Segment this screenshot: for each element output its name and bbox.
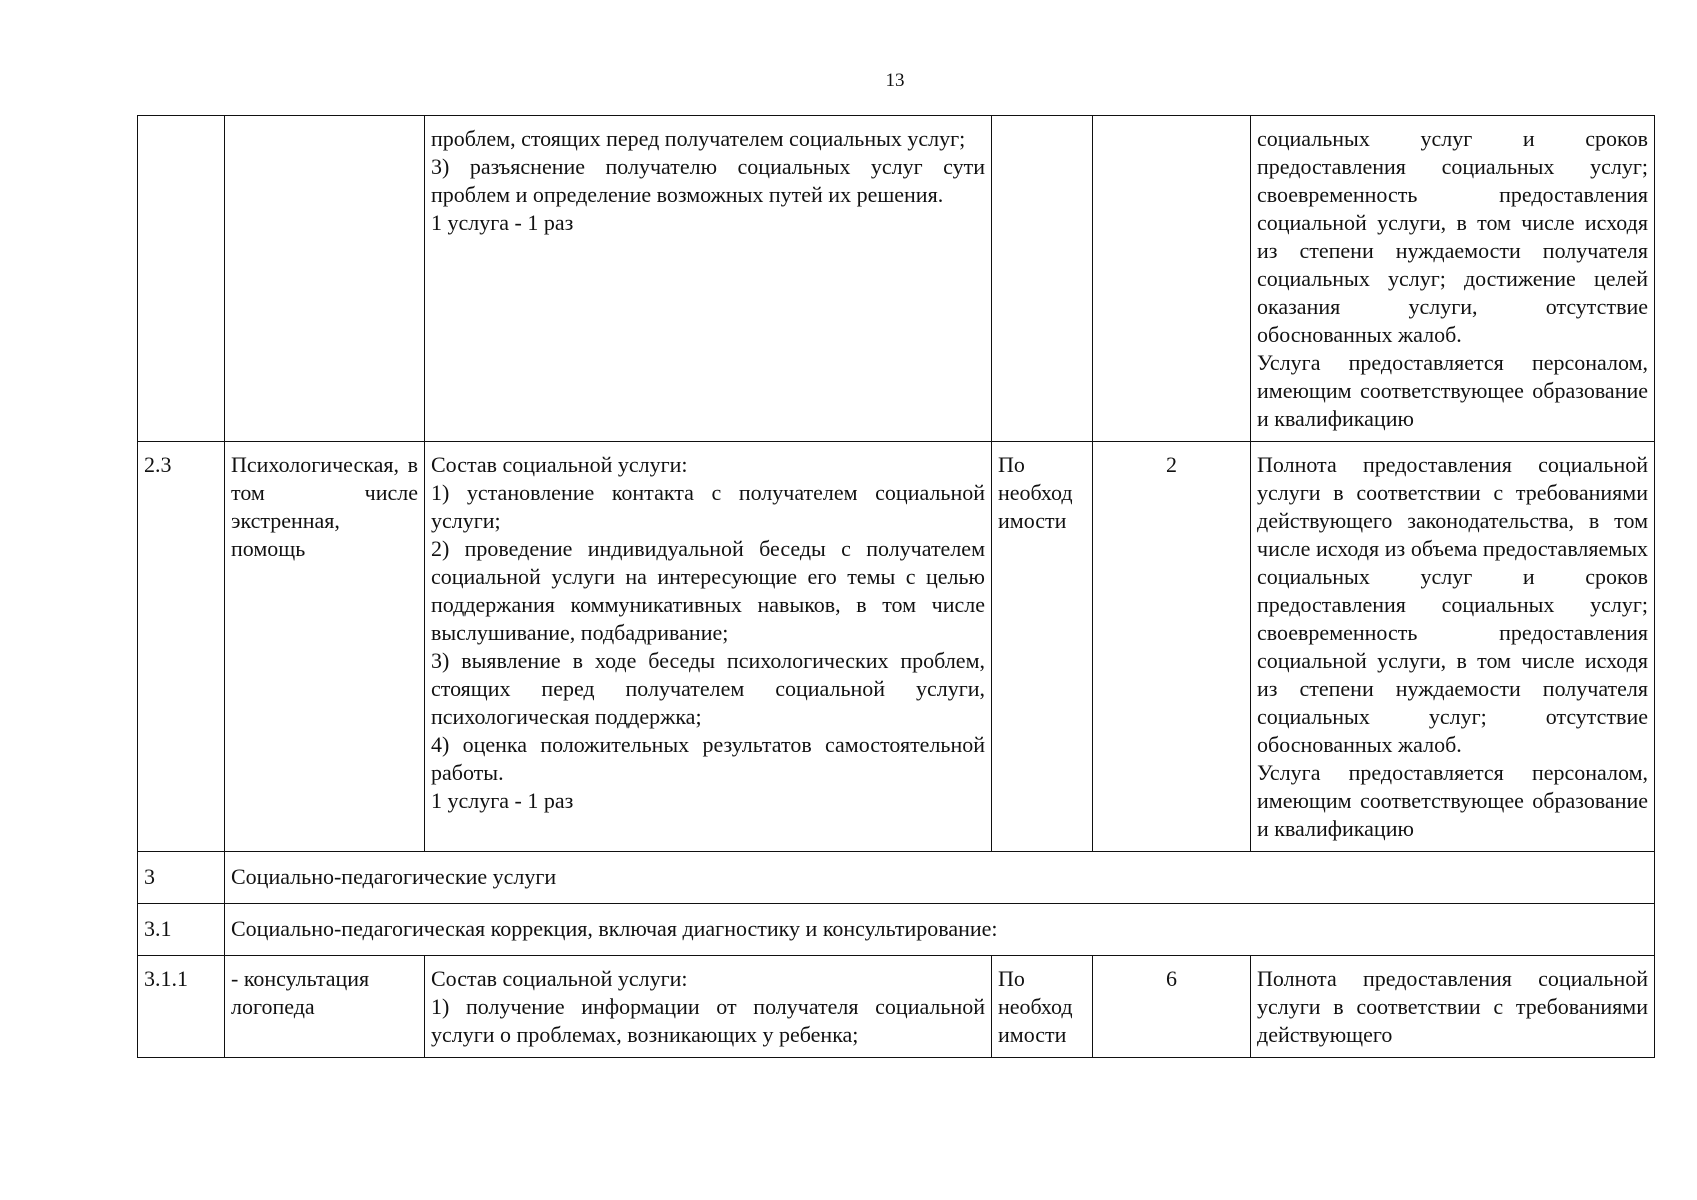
page-number: 13	[885, 70, 905, 91]
section-row	[138, 852, 1655, 904]
section-row	[138, 904, 1655, 956]
service-quality: социальных услуг и сроков предоставления социальных услуг; своевременность предоставления социальной услуги, в том числе исходя из степени нуждаемости получателя социальных услуг; достижение целей оказания услуги, отсутствие обоснованных жалоб. Услуга предоставляется персоналом, имеющим соответствующее образование и квалификацию	[1251, 116, 1655, 442]
service-period: По необход имости	[992, 956, 1093, 1058]
service-content: Состав социальной услуги: 1) установление контакта с получателем социальной услуги; 2) проведение индивидуальной беседы с получателем социальной услуги на интересующие его темы с целью поддержания коммуникативных навыков, в том числе выслушивание, подбадривание; 3) выявление в ходе беседы психологических проблем, стоящих перед получателем социальной услуги, психологическая поддержка; 4) оценка положительных результатов самостоятельной работы. 1 услуга - 1 раз	[425, 442, 992, 852]
row-number: 2.3	[138, 442, 225, 852]
service-content: Состав социальной услуги: 1) получение информации от получателя социальной услуги о проблемах, возникающих у ребенка;	[425, 956, 992, 1058]
row-number: 3.1	[138, 904, 225, 956]
service-quality: Полнота предоставления социальной услуги в соответствии с требованиями действующего	[1251, 956, 1655, 1058]
section-title: Социально-педагогическая коррекция, включая диагностику и консультирование:	[225, 904, 1655, 956]
row-number: 3	[138, 852, 225, 904]
table-row	[138, 116, 1655, 442]
service-name	[225, 116, 425, 442]
service-count: 6	[1093, 956, 1251, 1058]
row-number: 3.1.1	[138, 956, 225, 1058]
service-content: проблем, стоящих перед получателем социальных услуг; 3) разъяснение получателю социальных услуг сути проблем и определение возможных путей их решения. 1 услуга - 1 раз	[425, 116, 992, 442]
service-name: Психологическая, в том числе экстренная, помощь	[225, 442, 425, 852]
service-quality: Полнота предоставления социальной услуги в соответствии с требованиями действующего законодательства, в том числе исходя из объема предоставляемых социальных услуг и сроков предоставления социальных услуг; своевременность предоставления социальной услуги, в том числе исходя из степени нуждаемости получателя социальных услуг; отсутствие обоснованных жалоб. Услуга предоставляется персоналом, имеющим соответствующее образование и квалификацию	[1251, 442, 1655, 852]
service-period	[992, 116, 1093, 442]
service-count	[1093, 116, 1251, 442]
table-row	[138, 442, 1655, 852]
service-name: - консультация логопеда	[225, 956, 425, 1058]
service-count: 2	[1093, 442, 1251, 852]
section-title: Социально-педагогические услуги	[225, 852, 1655, 904]
service-period: По необход имости	[992, 442, 1093, 852]
row-number	[138, 116, 225, 442]
table-row	[138, 956, 1655, 1058]
services-table	[137, 115, 1655, 1058]
